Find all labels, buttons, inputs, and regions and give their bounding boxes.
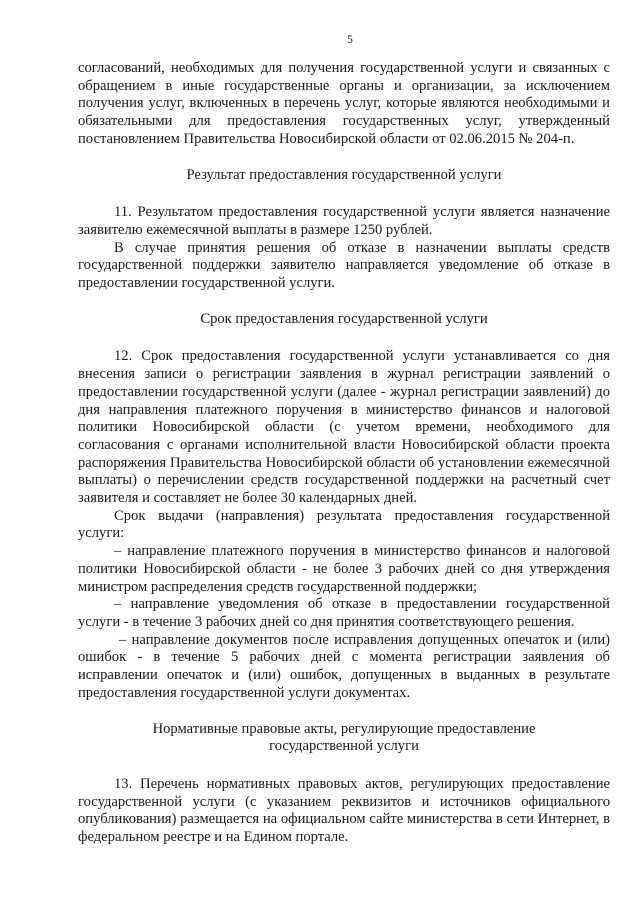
paragraph-13: 13. Перечень нормативных правовых актов, регулирующих предоставление государственной услуги (с указанием реквизитов и источников официального опубликования) размещается на официальном сайте министерства в сети Интернет, в федеральном реестре и на Едином портале. xyxy=(78,775,610,846)
section-heading-legal-acts-line2: государственной услуги xyxy=(269,738,419,755)
document-page xyxy=(78,34,610,847)
list-item-corrections: – направление документов после исправления допущенных опечаток и (или) ошибок - в течение 5 рабочих дней с момента регистрации заявления об исправлении опечаток и (или) ошибок, допущенных в выданных в результате предоставления государственной услуги документах. xyxy=(78,631,610,701)
paragraph-issue-term: Срок выдачи (направления) результата предоставления государственной услуги: xyxy=(78,507,610,542)
paragraph-12: 12. Срок предоставления государственной услуги устанавливается со дня внесения записи о регистрации заявления в журнал регистрации заявлений о предоставлении государственной услуги (далее - журнал регистрации заявлений) до дня направления платежного поручения в министерство финансов и налоговой политики Новосибирской области (с учетом времени, необходимого для согласования с органами исполнительной власти Новосибирской области проекта распоряжения Правительства Новосибирской области об установлении ежемесячной выплаты) о перечислении средств государственной поддержки на расчетный счет заявителя и составляет не более 30 календарных дней. xyxy=(78,348,610,507)
list-item-payment-order: – направление платежного поручения в министерство финансов и налоговой политики Новосибирской области - не более 3 рабочих дней со дня утверждения министром распределения средств государственной поддержки; xyxy=(78,543,610,595)
section-heading-term: Срок предоставления государственной услуги xyxy=(200,310,488,327)
paragraph-11: 11. Результатом предоставления государственной услуги является назначение заявителю ежемесячной выплаты в размере 1250 рублей. xyxy=(78,204,610,238)
paragraph-intro: согласований, необходимых для получения государственной услуги и связанных с обращением в иные государственные органы и организации, за исключением получения услуг, включенных в перечень услуг, которые являются необходимыми и обязательными для предоставления государственных услуг, утвержденный постановлением Правительства Новосибирской области от 02.06.2015 № 204-п. xyxy=(78,60,610,147)
page-number: 5 xyxy=(347,34,353,46)
paragraph-refusal: В случае принятия решения об отказе в назначении выплаты средств государственной поддержки заявителю направляется уведомление об отказе в предоставлении государственной услуги. xyxy=(78,239,610,292)
list-item-refusal-notice: – направление уведомления об отказе в предоставлении государственной услуги - в течение 3 рабочих дней со дня принятия соответствующего решения. xyxy=(78,596,610,630)
section-heading-legal-acts: Нормативные правовые акты, регулирующие предоставление xyxy=(152,720,536,737)
section-heading-result: Результат предоставления государственной услуги xyxy=(186,166,502,183)
